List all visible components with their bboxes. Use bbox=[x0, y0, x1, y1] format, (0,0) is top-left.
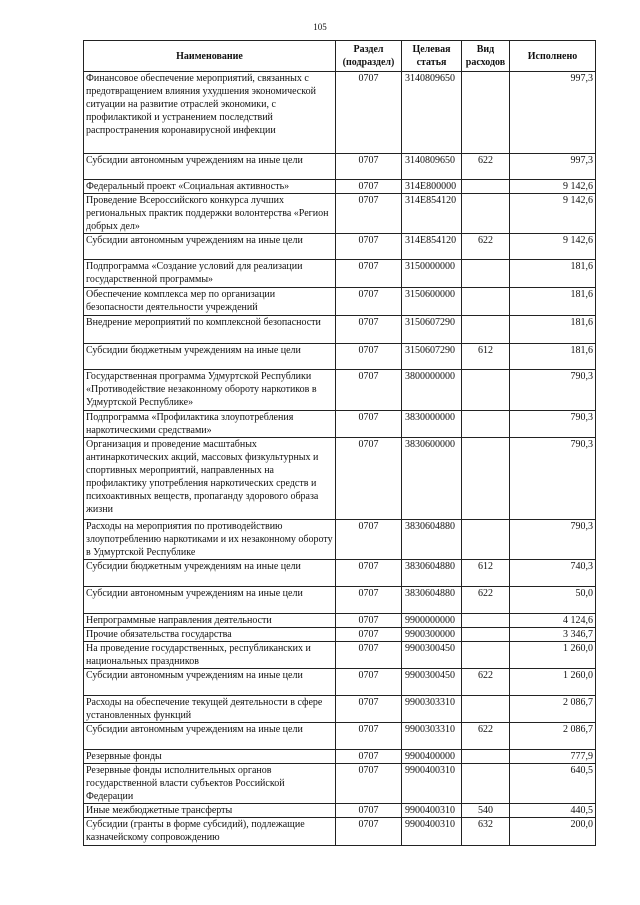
cell-type bbox=[462, 642, 510, 669]
cell-article: 9900400310 bbox=[402, 804, 462, 818]
cell-type: 622 bbox=[462, 669, 510, 696]
cell-name: Организация и проведение масштабных антинаркотических акций, массовых физкультурных и спортивных мероприятий, направленных на профилактику употребления наркотических средств и психоактивных веществ, пропаганду здорового образа жизни bbox=[84, 438, 336, 520]
cell-article: 3140809650 bbox=[402, 154, 462, 180]
cell-name: Обеспечение комплекса мер по организации безопасности деятельности учреждений bbox=[84, 288, 336, 316]
cell-article: 3150607290 bbox=[402, 344, 462, 370]
table-row bbox=[84, 560, 596, 587]
table-row bbox=[84, 411, 596, 438]
cell-article: 314E854120 bbox=[402, 194, 462, 234]
cell-section: 0707 bbox=[336, 234, 402, 260]
cell-type bbox=[462, 614, 510, 628]
cell-section: 0707 bbox=[336, 180, 402, 194]
cell-done: 2 086,7 bbox=[510, 696, 596, 723]
cell-section: 0707 bbox=[336, 804, 402, 818]
cell-done: 790,3 bbox=[510, 438, 596, 520]
cell-done: 640,5 bbox=[510, 764, 596, 804]
cell-section: 0707 bbox=[336, 628, 402, 642]
cell-type bbox=[462, 750, 510, 764]
cell-article: 3830000000 bbox=[402, 411, 462, 438]
cell-name: Субсидии автономным учреждениям на иные цели bbox=[84, 723, 336, 750]
table-body bbox=[84, 72, 596, 846]
table-row bbox=[84, 520, 596, 560]
table-row bbox=[84, 72, 596, 154]
cell-type bbox=[462, 411, 510, 438]
cell-name: Субсидии бюджетным учреждениям на иные цели bbox=[84, 560, 336, 587]
cell-name: Государственная программа Удмуртской Республики «Противодействие незаконному обороту наркотиков в Удмуртской Республике» bbox=[84, 370, 336, 411]
cell-type bbox=[462, 438, 510, 520]
cell-article: 9900400310 bbox=[402, 818, 462, 846]
cell-article: 9900000000 bbox=[402, 614, 462, 628]
cell-name: Внедрение мероприятий по комплексной безопасности bbox=[84, 316, 336, 344]
cell-done: 200,0 bbox=[510, 818, 596, 846]
cell-article: 314E854120 bbox=[402, 234, 462, 260]
cell-section: 0707 bbox=[336, 520, 402, 560]
budget-table bbox=[83, 40, 596, 846]
cell-type bbox=[462, 288, 510, 316]
table-row bbox=[84, 370, 596, 411]
cell-section: 0707 bbox=[336, 818, 402, 846]
cell-article: 9900400310 bbox=[402, 764, 462, 804]
cell-type: 632 bbox=[462, 818, 510, 846]
cell-section: 0707 bbox=[336, 411, 402, 438]
cell-done: 997,3 bbox=[510, 72, 596, 154]
cell-article: 3830600000 bbox=[402, 438, 462, 520]
cell-name: Финансовое обеспечение мероприятий, связанных с предотвращением влияния ухудшения экономической ситуации на развитие отраслей экономики, с профилактикой и устранением последствий распространения коронавирусной инфекции bbox=[84, 72, 336, 154]
cell-name: Прочие обязательства государства bbox=[84, 628, 336, 642]
cell-article: 9900303310 bbox=[402, 696, 462, 723]
cell-done: 777,9 bbox=[510, 750, 596, 764]
cell-done: 181,6 bbox=[510, 316, 596, 344]
cell-article: 314E800000 bbox=[402, 180, 462, 194]
table-row bbox=[84, 194, 596, 234]
table-header-row bbox=[84, 41, 596, 72]
cell-type bbox=[462, 72, 510, 154]
cell-section: 0707 bbox=[336, 750, 402, 764]
cell-section: 0707 bbox=[336, 438, 402, 520]
cell-section: 0707 bbox=[336, 642, 402, 669]
cell-name: Резервные фонды bbox=[84, 750, 336, 764]
cell-done: 2 086,7 bbox=[510, 723, 596, 750]
cell-name: Субсидии автономным учреждениям на иные цели bbox=[84, 669, 336, 696]
cell-article: 3830604880 bbox=[402, 520, 462, 560]
page-number: 105 bbox=[313, 22, 327, 32]
cell-name: Резервные фонды исполнительных органов государственной власти субъектов Российской Федерации bbox=[84, 764, 336, 804]
table-row bbox=[84, 764, 596, 804]
cell-section: 0707 bbox=[336, 194, 402, 234]
cell-section: 0707 bbox=[336, 560, 402, 587]
cell-name: Субсидии автономным учреждениям на иные цели bbox=[84, 154, 336, 180]
cell-done: 181,6 bbox=[510, 344, 596, 370]
cell-type: 622 bbox=[462, 234, 510, 260]
cell-article: 9900300450 bbox=[402, 669, 462, 696]
cell-type bbox=[462, 180, 510, 194]
cell-done: 740,3 bbox=[510, 560, 596, 587]
cell-done: 1 260,0 bbox=[510, 669, 596, 696]
cell-done: 181,6 bbox=[510, 260, 596, 288]
cell-section: 0707 bbox=[336, 154, 402, 180]
header-type: Вид расходов bbox=[462, 41, 510, 72]
cell-article: 3830604880 bbox=[402, 587, 462, 614]
cell-article: 9900303310 bbox=[402, 723, 462, 750]
cell-section: 0707 bbox=[336, 370, 402, 411]
table-row bbox=[84, 818, 596, 846]
cell-section: 0707 bbox=[336, 72, 402, 154]
cell-type: 612 bbox=[462, 560, 510, 587]
header-section: Раздел (подраздел) bbox=[336, 41, 402, 72]
cell-section: 0707 bbox=[336, 260, 402, 288]
cell-type: 540 bbox=[462, 804, 510, 818]
cell-name: Субсидии автономным учреждениям на иные цели bbox=[84, 587, 336, 614]
cell-article: 9900400000 bbox=[402, 750, 462, 764]
cell-done: 9 142,6 bbox=[510, 180, 596, 194]
cell-section: 0707 bbox=[336, 587, 402, 614]
cell-type bbox=[462, 628, 510, 642]
table-row bbox=[84, 438, 596, 520]
table-row bbox=[84, 628, 596, 642]
table-row bbox=[84, 344, 596, 370]
cell-section: 0707 bbox=[336, 288, 402, 316]
cell-name: Подпрограмма «Создание условий для реализации государственной программы» bbox=[84, 260, 336, 288]
cell-done: 9 142,6 bbox=[510, 234, 596, 260]
table-row bbox=[84, 288, 596, 316]
table-row bbox=[84, 669, 596, 696]
cell-name: На проведение государственных, республиканских и национальных праздников bbox=[84, 642, 336, 669]
cell-done: 4 124,6 bbox=[510, 614, 596, 628]
cell-type bbox=[462, 520, 510, 560]
table-row bbox=[84, 234, 596, 260]
cell-type bbox=[462, 260, 510, 288]
cell-section: 0707 bbox=[336, 669, 402, 696]
cell-type: 622 bbox=[462, 587, 510, 614]
table-row bbox=[84, 260, 596, 288]
cell-section: 0707 bbox=[336, 696, 402, 723]
header-article: Целевая статья bbox=[402, 41, 462, 72]
cell-name: Подпрограмма «Профилактика злоупотребления наркотическими средствами» bbox=[84, 411, 336, 438]
cell-done: 997,3 bbox=[510, 154, 596, 180]
cell-done: 440,5 bbox=[510, 804, 596, 818]
cell-type: 622 bbox=[462, 154, 510, 180]
cell-article: 9900300000 bbox=[402, 628, 462, 642]
table-row bbox=[84, 587, 596, 614]
cell-section: 0707 bbox=[336, 723, 402, 750]
cell-done: 181,6 bbox=[510, 288, 596, 316]
cell-done: 790,3 bbox=[510, 411, 596, 438]
cell-type bbox=[462, 370, 510, 411]
cell-article: 3800000000 bbox=[402, 370, 462, 411]
cell-article: 3150600000 bbox=[402, 288, 462, 316]
cell-name: Субсидии автономным учреждениям на иные цели bbox=[84, 234, 336, 260]
cell-article: 3830604880 bbox=[402, 560, 462, 587]
table-row bbox=[84, 642, 596, 669]
cell-section: 0707 bbox=[336, 344, 402, 370]
table-row bbox=[84, 750, 596, 764]
cell-name: Расходы на обеспечение текущей деятельности в сфере установленных функций bbox=[84, 696, 336, 723]
cell-type bbox=[462, 696, 510, 723]
cell-done: 790,3 bbox=[510, 520, 596, 560]
cell-name: Иные межбюджетные трансферты bbox=[84, 804, 336, 818]
cell-name: Непрограммные направления деятельности bbox=[84, 614, 336, 628]
cell-type: 622 bbox=[462, 723, 510, 750]
cell-article: 3150607290 bbox=[402, 316, 462, 344]
header-done: Исполнено bbox=[510, 41, 596, 72]
cell-done: 3 346,7 bbox=[510, 628, 596, 642]
cell-done: 790,3 bbox=[510, 370, 596, 411]
cell-name: Проведение Всероссийского конкурса лучших региональных практик поддержки волонтерства «Регион добрых дел» bbox=[84, 194, 336, 234]
cell-done: 9 142,6 bbox=[510, 194, 596, 234]
table-row bbox=[84, 614, 596, 628]
cell-name: Расходы на мероприятия по противодействию злоупотреблению наркотиками и их незаконному обороту в Удмуртской Республике bbox=[84, 520, 336, 560]
cell-done: 50,0 bbox=[510, 587, 596, 614]
table-row bbox=[84, 154, 596, 180]
cell-name: Субсидии бюджетным учреждениям на иные цели bbox=[84, 344, 336, 370]
table-row bbox=[84, 180, 596, 194]
cell-article: 3140809650 bbox=[402, 72, 462, 154]
cell-name: Субсидии (гранты в форме субсидий), подлежащие казначейскому сопровождению bbox=[84, 818, 336, 846]
cell-section: 0707 bbox=[336, 764, 402, 804]
table-row bbox=[84, 696, 596, 723]
cell-article: 3150000000 bbox=[402, 260, 462, 288]
table-row bbox=[84, 723, 596, 750]
cell-section: 0707 bbox=[336, 316, 402, 344]
cell-type bbox=[462, 194, 510, 234]
cell-name: Федеральный проект «Социальная активность» bbox=[84, 180, 336, 194]
cell-done: 1 260,0 bbox=[510, 642, 596, 669]
cell-type bbox=[462, 316, 510, 344]
table-row bbox=[84, 316, 596, 344]
cell-section: 0707 bbox=[336, 614, 402, 628]
table-row bbox=[84, 804, 596, 818]
header-name: Наименование bbox=[84, 41, 336, 72]
cell-type: 612 bbox=[462, 344, 510, 370]
cell-type bbox=[462, 764, 510, 804]
cell-article: 9900300450 bbox=[402, 642, 462, 669]
